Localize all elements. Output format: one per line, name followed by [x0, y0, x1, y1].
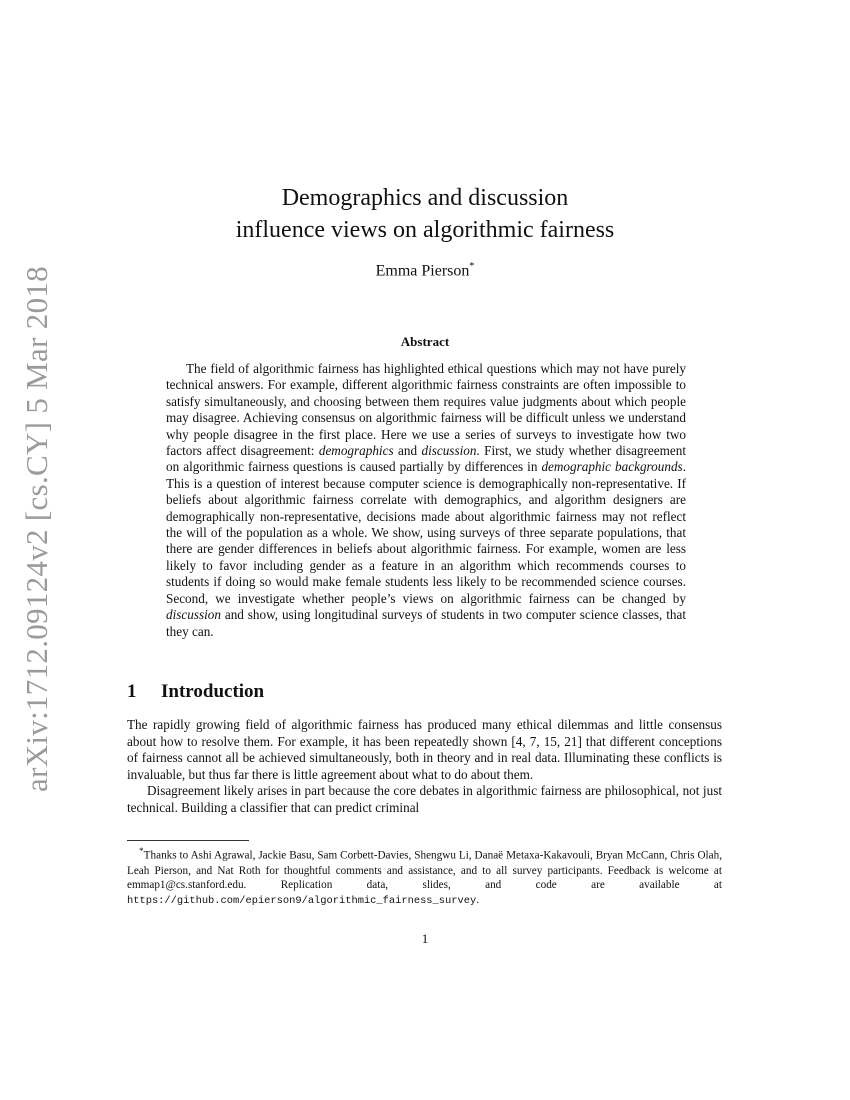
section-title: Introduction [161, 681, 265, 702]
abstract-text-2: and [393, 443, 422, 459]
footnote-repo-link[interactable]: https://github.com/epierson9/algorithmic_fairness_survey [127, 895, 477, 908]
abstract-emphasis-discussion-2: discussion [166, 607, 221, 623]
abstract-body [166, 361, 686, 640]
arxiv-identifier: arXiv:1712.09124v2 [cs.CY] 5 Mar 2018 [19, 266, 55, 792]
abstract-emphasis-discussion: discussion [421, 443, 477, 459]
abstract-text-5: and show, using longitudinal surveys of students in two computer science classes, that they can. [166, 607, 686, 639]
footnote-mark: * [139, 847, 144, 857]
section-number: 1 [127, 681, 137, 702]
arxiv-sidebar-stamp [4, 266, 70, 792]
footnote-text: Thanks to Ashi Agrawal, Jackie Basu, Sam Corbett-Davies, Shengwu Li, Danaë Metaxa-Kakavouli, Bryan McCann, Chris Olah, Leah Pierson, and Nat Roth for thoughtful comments and assistance, and to all survey participants. Feedback is welcome at emmap1@cs.stanford.edu. Replication data, slides, and code are available at [127, 849, 722, 892]
footnote-divider [127, 840, 249, 841]
intro-paragraph-2: Disagreement likely arises in part because the core debates in algorithmic fairness are philosophical, not just technical. Building a classifier that can predict criminal [127, 783, 722, 815]
title-line-1: Demographics and discussion [281, 185, 569, 211]
author-footnote-mark: * [469, 261, 475, 272]
abstract-emphasis-backgrounds: demographic backgrounds [541, 459, 683, 475]
section-heading-introduction [127, 681, 264, 703]
page-number: 1 [421, 931, 429, 946]
author-name: Emma Pierson [375, 262, 470, 280]
title-line-2: influence views on algorithmic fairness [235, 217, 615, 243]
abstract-text-1: The field of algorithmic fairness has highlighted ethical questions which may not have purely technical answers. For example, different algorithmic fairness constraints are often impossible to satisfy simultaneously, and choosing between them requires value judgments about which people may disagree. Achieving consensus on algorithmic fairness will be difficult unless we understand why people disagree in the first place. Here we use a series of surveys to investigate how two factors affect disagreement: [166, 361, 686, 459]
abstract-heading: Abstract [400, 334, 450, 349]
paper-title [0, 182, 850, 246]
introduction-body [127, 717, 722, 817]
footnote [127, 845, 722, 909]
footnote-end: . [476, 894, 479, 907]
author-line [0, 261, 850, 280]
intro-paragraph-1: The rapidly growing field of algorithmic fairness has produced many ethical dilemmas and little consensus about how to resolve them. For example, it has been repeatedly shown [4, 7, 15, 21] that different conceptions of fairness cannot all be achieved simultaneously, both in theory and in real data. Illuminating these conflicts is invaluable, but thus far there is little agreement about what to do about them. [127, 717, 722, 782]
abstract-text-4: . This is a question of interest because computer science is demographically non-representative. If beliefs about algorithmic fairness correlate with demographics, and algorithm designers are demographically non-representative, decisions made about algorithmic fairness may not reflect the will of the population as a whole. We show, using surveys of three separate populations, that there are gender differences in beliefs about algorithmic fairness. For example, women are less likely to favor including gender as a feature in an algorithm which recommends courses to students if doing so would make female students less likely to be recommended science courses. Second, we investigate whether people’s views on algorithmic fairness can be changed by [166, 459, 686, 606]
abstract-emphasis-demographics: demographics [318, 443, 394, 459]
abstract-text-3: . First, we study whether disagreement on algorithmic fairness questions is caused partially by differences in [166, 443, 686, 475]
